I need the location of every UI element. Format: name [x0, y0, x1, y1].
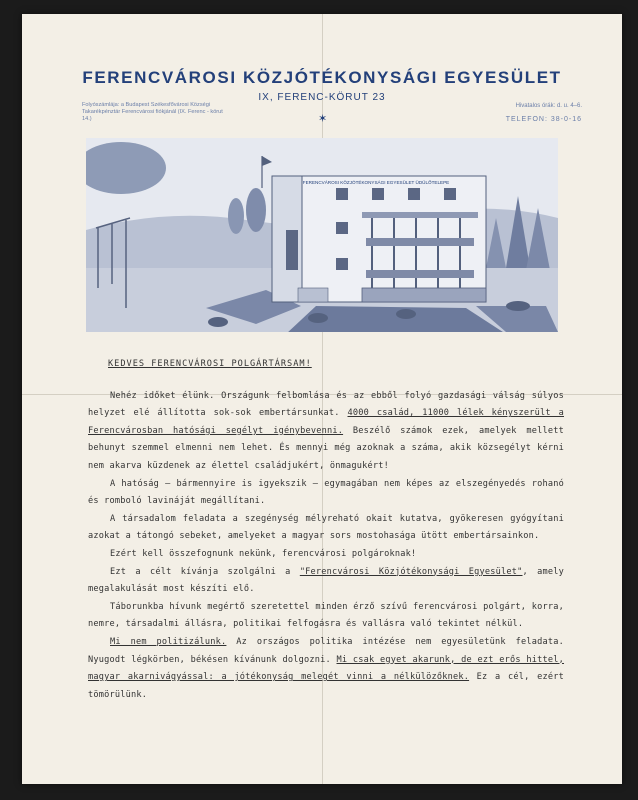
- paragraph-7-rest: Ez a cél, ezért tömörülünk.: [88, 672, 564, 700]
- paragraph-7: [88, 634, 564, 704]
- paragraph-5-rest: , amely megalakulását most készíti elő.: [88, 566, 565, 595]
- phone-number: TELEFON: 38-0-16: [505, 116, 582, 123]
- organization-title: FERENCVÁROSI KÖZJÓTÉKONYSÁGI EGYESÜLET: [82, 68, 562, 87]
- paragraph-3: A társadalom feladata a szegénység mélyreható okait kutatva, gyökeresen gyógyítani azokat a tátongó sebeket, amelyeket a magyar sors mostohasága ütött embertársainkon.: [88, 513, 564, 542]
- paragraph-2: A hatóság – bármennyire is igyekszik – egymagában nem képes az elszegényedés rohanó és romboló lavináját megállítani.: [88, 478, 564, 507]
- paragraph-4: Ezért kell összefognunk nekünk, ferencvárosi polgároknak!: [110, 548, 417, 559]
- holiday-home-illustration: [86, 138, 558, 332]
- star-ornament: ✶: [318, 112, 328, 125]
- paragraph-6: Táborunkba hívunk megértő szeretettel minden érző szívű ferencvárosi polgárt, korra, nemre, társadalmi állásra, politikai felfogásra és vallásra való tekintet nélkül.: [88, 601, 564, 630]
- association-name: "Ferencvárosi Közjótékonysági Egyesület": [299, 566, 523, 577]
- no-politics-statement: Mi nem politizálunk.: [110, 636, 227, 647]
- paragraph-1-text: Nehéz időket élünk. Országunk felbomlása és az ebből folyó gazdasági válság súlyos helyzet elé állította sok-sok embertársunkat.: [88, 390, 564, 419]
- paragraph-5-text: Ezt a célt kívánja szolgálni a: [110, 566, 300, 577]
- building-drawing: [86, 138, 558, 332]
- organization-address: IX, FERENC-KÖRUT 23: [258, 92, 386, 103]
- bank-account-info: Folyószámlája: a Budapest Székesfővárosi Községi Takarékpénztár Ferencvárosi fiókjánál (IX. Ferenc - körut 14.): [82, 102, 223, 122]
- office-hours: Hivatalos órák: d. u. 4–6.: [515, 103, 582, 109]
- greeting: KEDVES FERENCVÁROSI POLGÁRTÁRSAM!: [108, 359, 312, 369]
- letterhead-page: [22, 14, 622, 784]
- building-sign: FERENCVÁROSI KÖZJÓTÉKONYSÁGI EGYESÜLET ÜDÜLŐTELEPE: [302, 180, 450, 185]
- paragraph-1: [88, 388, 564, 476]
- paragraph-1-highlight: 4000 család, 11000 lélek kényszerült a Ferencvárosban hatósági segélyt igénybevenni.: [88, 408, 564, 436]
- paragraph-1-rest: Beszélő számok ezek, amelyek mellett behunyt szemmel elmenni nem lehet. És mennyi még azoknak a száma, akik közsegélyt kérni nem akarva küzdenek az élettel családjukért, önmagukért!: [88, 425, 564, 471]
- letter-body: [88, 356, 564, 704]
- paragraph-7-text: Az országos politika intézése nem egyesületünk feladata. Nyugodt légkörben, békésen kívánunk dolgozni.: [88, 636, 565, 665]
- paragraph-5: [88, 564, 564, 599]
- mission-statement: Mi csak egyet akarunk, de ezt erős hittel, magyar akarnivágyással: a jótékonyság melegét vinni a nélkülözőknek.: [88, 654, 565, 683]
